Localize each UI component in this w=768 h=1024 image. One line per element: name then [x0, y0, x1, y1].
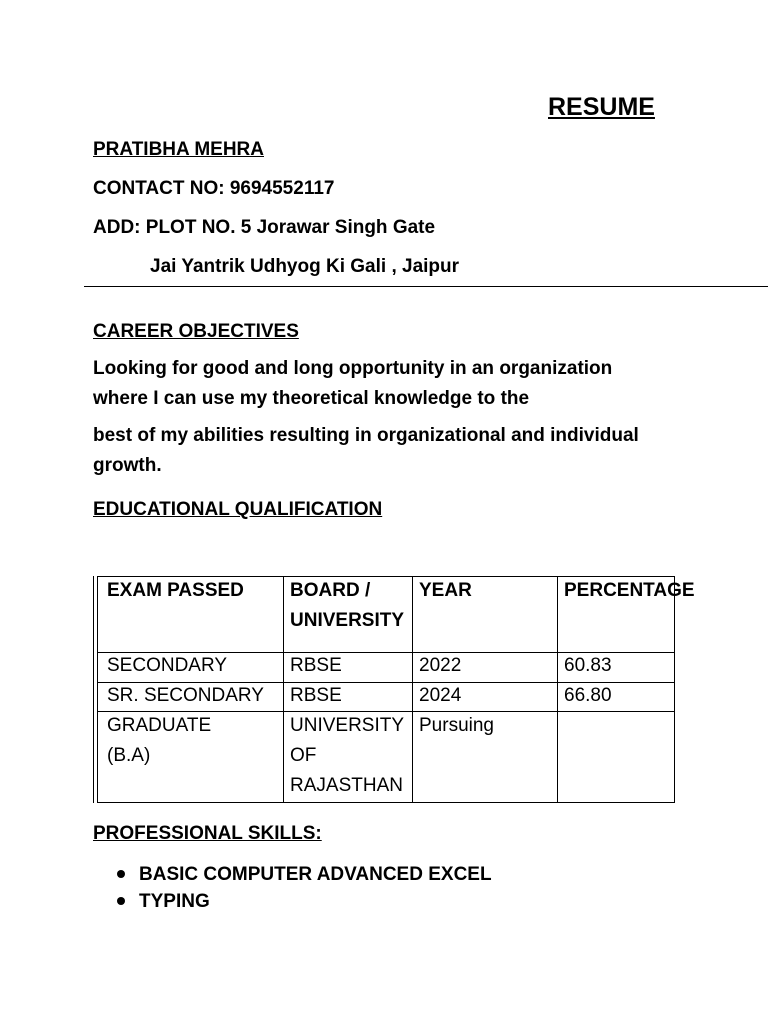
- objective-line: growth.: [93, 455, 162, 476]
- educational-qualification-heading: EDUCATIONAL QUALIFICATION: [93, 499, 383, 520]
- table-cell: 2022: [419, 655, 462, 676]
- table-cell: 66.80: [564, 685, 612, 706]
- table-cell: (B.A): [107, 745, 151, 766]
- header-percentage: PERCENTAGE: [564, 580, 695, 601]
- table-border: [93, 576, 94, 803]
- header-board: BOARD /: [290, 580, 371, 601]
- professional-skills-heading: PROFESSIONAL SKILLS:: [93, 823, 322, 844]
- table-cell: Pursuing: [419, 715, 494, 736]
- career-objectives-heading: CAREER OBJECTIVES: [93, 321, 299, 342]
- table-cell: SECONDARY: [107, 655, 228, 676]
- table-cell: RBSE: [290, 655, 342, 676]
- table-cell: SR. SECONDARY: [107, 685, 264, 706]
- table-cell: RBSE: [290, 685, 342, 706]
- table-cell: OF: [290, 745, 317, 766]
- table-cell: RAJASTHAN: [290, 775, 403, 796]
- candidate-name: PRATIBHA MEHRA: [93, 139, 264, 160]
- table-cell: UNIVERSITY: [290, 715, 405, 736]
- address-line-1: ADD: PLOT NO. 5 Jorawar Singh Gate: [93, 217, 436, 238]
- bullet-icon: [117, 870, 125, 878]
- address-line-2: Jai Yantrik Udhyog Ki Gali , Jaipur: [150, 256, 460, 277]
- contact-number: CONTACT NO: 9694552117: [93, 178, 335, 199]
- bullet-icon: [117, 897, 125, 905]
- objective-line: where I can use my theoretical knowledge to the: [93, 388, 530, 409]
- skill-label: TYPING: [139, 891, 210, 912]
- objective-line: Looking for good and long opportunity in an organization: [93, 358, 613, 379]
- header-university: UNIVERSITY: [290, 610, 405, 631]
- resume-title: RESUME: [548, 93, 655, 121]
- table-cell: 2024: [419, 685, 462, 706]
- table-cell: GRADUATE: [107, 715, 212, 736]
- table-column-divider: [283, 576, 284, 803]
- header-year: YEAR: [419, 580, 472, 601]
- table-column-divider: [557, 576, 558, 803]
- table-column-divider: [412, 576, 413, 803]
- header-exam-passed: EXAM PASSED: [107, 580, 244, 601]
- horizontal-divider: [84, 286, 768, 287]
- table-cell: 60.83: [564, 655, 612, 676]
- objective-line: best of my abilities resulting in organizational and individual: [93, 425, 639, 446]
- skill-label: BASIC COMPUTER ADVANCED EXCEL: [139, 864, 492, 885]
